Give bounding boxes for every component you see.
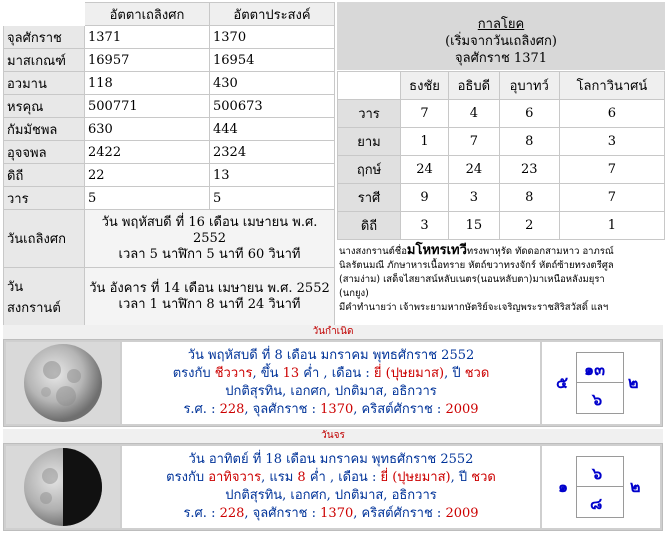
note-rest: ทรงพาหุรัด ทัดดอกสามหาว อาภรณ์ [466, 246, 614, 257]
birth-zodiac: ชวด [464, 366, 490, 381]
row-value: 5 [85, 187, 210, 210]
col-header-thongchai: ธงชัย [401, 72, 449, 100]
horoscope-right-digit: ๒ [630, 477, 641, 496]
note-line: นิลรัตนมณี ภักษาหารเนื้อทราย หัตถ์ขวาทรงจักร์ หัตถ์ซ้ายทรงตรีศูล [339, 260, 614, 271]
today-info [122, 446, 540, 528]
row-value: 430 [210, 72, 335, 95]
row-value: 1370 [210, 26, 335, 49]
today-weekday-thai: อาทิจวาร [208, 470, 262, 485]
songkran-row [4, 268, 335, 326]
birth-era-line [122, 401, 540, 419]
cell: 6 [559, 100, 664, 128]
thaloengsok-date: วัน พฤหัสบดี ที่ 16 เดือน เมษายน พ.ศ. 2552 [101, 214, 318, 246]
kalayok-subtitle: (เริ่มจากวันเถลิงศก) [445, 34, 557, 49]
col-header-ubat: อุบาทว์ [499, 72, 559, 100]
col-header-athibodi: อธิบดี [449, 72, 500, 100]
today-era-line [122, 505, 540, 523]
cell: 8 [499, 128, 559, 156]
songkran-time: เวลา 1 นาฬิกา 8 นาที 24 วินาที [118, 296, 301, 312]
songkran-detail [85, 268, 335, 326]
birth-horoscope [552, 352, 650, 414]
table-row [4, 141, 335, 164]
corner-cell [338, 72, 401, 100]
row-label: วาร [4, 187, 85, 210]
thaloengsok-detail [85, 210, 335, 268]
horoscope-bottom-digit: ๘ [590, 494, 603, 513]
songkran-label: วัน สงกรานต์ [4, 268, 85, 326]
cell: 24 [401, 156, 449, 184]
table-row [4, 187, 335, 210]
half-moon-icon [22, 446, 104, 528]
kalayok-year: จุลศักราช 1371 [454, 51, 548, 66]
birth-year-type: ปกติสุรทิน, เอกศก, ปกติมาส, อธิกวาร [225, 384, 437, 399]
birth-era-cs: 1370 [320, 402, 354, 417]
row-value: 16954 [210, 49, 335, 72]
birth-lunar-day: 13 [282, 366, 300, 381]
text-fragment: , คริสต์ศักราช : [353, 402, 446, 417]
text-fragment: , จุลศักราช : [244, 506, 321, 521]
table-row [4, 164, 335, 187]
text-fragment: , แรม [261, 470, 298, 485]
col-header-lokawinat: โลกาวินาศน์ [559, 72, 664, 100]
row-label: จุลศักราช [4, 26, 85, 49]
row-value: 118 [85, 72, 210, 95]
cell: 7 [401, 100, 449, 128]
kalayok-table [337, 71, 665, 240]
today-lunar-day: 8 [297, 470, 306, 485]
birth-month: ยี่ (ปุษยมาส) [373, 366, 445, 381]
col-header-prasong: อัตตาประสงค์ [210, 3, 335, 26]
today-lunar-line [122, 469, 540, 487]
text-fragment: , จุลศักราช : [244, 402, 321, 417]
cell: 3 [559, 128, 664, 156]
cell: 4 [449, 100, 500, 128]
today-era-ad: 2009 [445, 506, 479, 521]
row-label: ดิถี [4, 164, 85, 187]
birth-horoscope-box [542, 342, 660, 424]
birth-info [122, 342, 540, 424]
row-value: 1371 [85, 26, 210, 49]
birth-panel [3, 339, 663, 427]
kalayok-section [337, 2, 665, 322]
text-fragment: , ขึ้น [252, 366, 283, 381]
table-row [4, 72, 335, 95]
table-row [4, 49, 335, 72]
row-label: ฤกษ์ [338, 156, 401, 184]
row-value: 444 [210, 118, 335, 141]
songkran-lady-note [337, 240, 665, 322]
horoscope-right-digit: ๒ [628, 373, 639, 392]
text-fragment: ตรงกับ [166, 470, 209, 485]
table-row [338, 156, 665, 184]
note-line: มีคำทำนายว่า เจ้าพระยามหากษัตริย์จะเจริญพระราชสิริสวัสดิ์ แลฯ [339, 302, 609, 313]
thaloengsok-label: วันเถลิงศก [4, 210, 85, 268]
today-month: ยี่ (ปุษยมาส) [380, 470, 451, 485]
row-value: 13 [210, 164, 335, 187]
text-fragment: ค่ำ , เดือน : [305, 470, 381, 485]
text-fragment: , คริสต์ศักราช : [353, 506, 446, 521]
cell: 3 [449, 184, 500, 212]
text-fragment: , ปี [450, 470, 472, 485]
cell: 7 [449, 128, 500, 156]
today-era-rs: 228 [219, 506, 245, 521]
full-moon-icon [22, 342, 104, 424]
horoscope-left-digit: ๑ [558, 477, 569, 496]
text-fragment: ร.ศ. : [183, 402, 220, 417]
cell: 6 [499, 100, 559, 128]
row-value: 500771 [85, 95, 210, 118]
table-row [4, 95, 335, 118]
row-label: หรคุณ [4, 95, 85, 118]
cell: 23 [499, 156, 559, 184]
corner-cell [4, 3, 85, 26]
cell: 3 [401, 212, 449, 240]
table-row [338, 100, 665, 128]
birth-moon-box [6, 342, 120, 424]
note-line: (นกยูง) [339, 288, 369, 299]
kalayok-title: กาลโยค [477, 17, 525, 32]
today-date-line: วัน อาทิตย์ ที่ 18 เดือน มกราคม พุทธศักราช 2552 [188, 452, 474, 467]
table-row [338, 184, 665, 212]
today-year-type: ปกติสุรทิน, เอกศก, ปกติมาส, อธิกวาร [225, 488, 437, 503]
birth-section-title: วันกำเนิด [3, 325, 663, 339]
row-label: กัมมัชพล [4, 118, 85, 141]
today-horoscope-box [542, 446, 660, 528]
row-label: มาสเกณฑ์ [4, 49, 85, 72]
cell: 8 [499, 184, 559, 212]
row-label: วาร [338, 100, 401, 128]
row-value: 16957 [85, 49, 210, 72]
thaloengsok-time: เวลา 5 นาฬิกา 5 นาที 60 วินาที [118, 246, 301, 262]
row-value: 500673 [210, 95, 335, 118]
note-line [339, 244, 663, 259]
row-label: อวมาน [4, 72, 85, 95]
cell: 9 [401, 184, 449, 212]
songkran-lady-name: มโหทรเทวี [406, 243, 467, 258]
row-label: ดิถี [338, 212, 401, 240]
kalayok-header [337, 2, 665, 70]
text-fragment: , ปี [444, 366, 465, 381]
cell: 1 [559, 212, 664, 240]
row-value: 630 [85, 118, 210, 141]
text-fragment: ตรงกับ [172, 366, 215, 381]
horoscope-top-digit: ๖ [592, 464, 603, 483]
era-table-section [3, 2, 335, 326]
table-row [4, 118, 335, 141]
birth-date-line: วัน พฤหัสบดี ที่ 8 เดือน มกราคม พุทธศักราช 2552 [187, 348, 475, 363]
row-label: ราศี [338, 184, 401, 212]
row-value: 2422 [85, 141, 210, 164]
cell: 1 [401, 128, 449, 156]
note-line: (สามง่าม) เสด็จไสยาสน์หลับเนตร(นอนหลับตา)มาเหนือหลังมยุรา [339, 274, 605, 285]
cell: 24 [449, 156, 500, 184]
cell: 15 [449, 212, 500, 240]
table-row [338, 212, 665, 240]
row-value: 22 [85, 164, 210, 187]
songkran-date: วัน อังคาร ที่ 14 เดือน เมษายน พ.ศ. 2552 [89, 280, 330, 296]
horoscope-bottom-digit: ๖ [592, 390, 603, 409]
row-label: ยาม [338, 128, 401, 156]
birth-weekday-thai: ชีววาร [214, 366, 253, 381]
text-fragment: ร.ศ. : [183, 506, 220, 521]
cell: 7 [559, 184, 664, 212]
note-prefix: นางสงกรานต์ชื่อ [339, 246, 407, 257]
cell: 2 [499, 212, 559, 240]
birth-lunar-line [122, 365, 540, 383]
col-header-thaloengsok: อัตตาเถลิงศก [85, 3, 210, 26]
thaloengsok-row [4, 210, 335, 268]
table-row [338, 128, 665, 156]
era-table [3, 2, 335, 326]
table-row [4, 26, 335, 49]
today-moon-box [6, 446, 120, 528]
text-fragment: ค่ำ , เดือน : [299, 366, 374, 381]
birth-era-rs: 228 [219, 402, 245, 417]
today-zodiac: ชวด [471, 470, 496, 485]
row-value: 2324 [210, 141, 335, 164]
today-panel [3, 443, 663, 531]
cell: 7 [559, 156, 664, 184]
horoscope-left-digit: ๕ [556, 373, 569, 392]
birth-era-ad: 2009 [445, 402, 479, 417]
row-value: 5 [210, 187, 335, 210]
today-horoscope [552, 456, 650, 518]
today-era-cs: 1370 [320, 506, 354, 521]
today-section-title: วันจร [3, 429, 663, 443]
row-label: อุจจพล [4, 141, 85, 164]
horoscope-top-digit: ๑๓ [584, 360, 606, 379]
